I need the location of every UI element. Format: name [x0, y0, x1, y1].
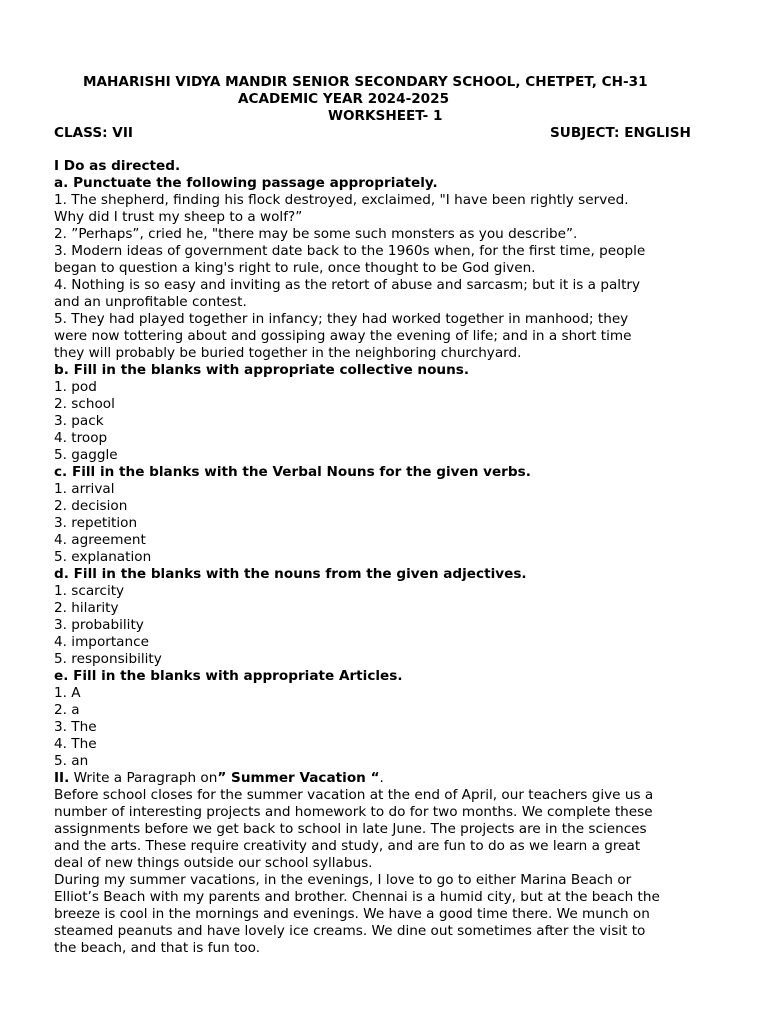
answer-item: 2. decision: [54, 498, 128, 514]
question-item-line: 4. Nothing is so easy and inviting as the retort of abuse and sarcasm; but it is a paltry: [54, 277, 641, 293]
question-item: [54, 277, 744, 311]
question-item-line: Why did I trust my sheep to a wolf?”: [54, 209, 303, 225]
question-item-line: were now tottering about and gossiping away the evening of life; and in a short time: [54, 328, 632, 344]
paragraph-line: the beach, and that is fun too.: [54, 940, 261, 956]
question-item-line: 1. The shepherd, finding his flock destroyed, exclaimed, "I have been rightly served.: [54, 192, 629, 208]
answer-item: 2. school: [54, 396, 115, 412]
question-item: [54, 243, 744, 277]
section-2-paragraphs: [54, 787, 744, 957]
paragraph-line: Before school closes for the summer vacation at the end of April, our teachers give us a: [54, 787, 654, 803]
answer-item: 4. The: [54, 736, 97, 752]
answer-item: 3. repetition: [54, 515, 138, 531]
answer-item: 5. responsibility: [54, 651, 162, 667]
answer-item: 3. The: [54, 719, 97, 735]
question-item: [54, 226, 744, 243]
question-item-line: began to question a king's right to rule, once thought to be God given.: [54, 260, 536, 276]
section-e-heading: e. Fill in the blanks with appropriate Articles.: [54, 668, 403, 684]
section-a-heading: a. Punctuate the following passage appropriately.: [54, 175, 438, 191]
section-2-prompt: Write a Paragraph on: [69, 770, 218, 786]
answer-item: 1. arrival: [54, 481, 115, 497]
answer-item: 3. pack: [54, 413, 104, 429]
paragraph-line: breeze is cool in the mornings and evenings. We have a good time there. We munch on: [54, 906, 650, 922]
answer-item: 4. agreement: [54, 532, 146, 548]
school-name: MAHARISHI VIDYA MANDIR SENIOR SECONDARY SCHOOL, CHETPET, CH-31: [83, 74, 648, 90]
question-item-line: 5. They had played together in infancy; they had worked together in manhood; they: [54, 311, 629, 327]
answer-item: 1. scarcity: [54, 583, 125, 599]
answer-item: 4. troop: [54, 430, 108, 446]
section-2-topic: ” Summer Vacation “: [217, 770, 380, 786]
paragraph-line: steamed peanuts and have lovely ice creams. We dine out sometimes after the visit to: [54, 923, 646, 939]
paragraph-line: During my summer vacations, in the evenings, I love to go to either Marina Beach or: [54, 872, 632, 888]
section-d-heading: d. Fill in the blanks with the nouns from the given adjectives.: [54, 566, 527, 582]
class-label: CLASS: VII: [54, 125, 133, 141]
question-item: [54, 192, 744, 226]
section-2-label: II.: [54, 770, 70, 786]
academic-year: ACADEMIC YEAR 2024-2025: [238, 91, 450, 107]
paragraph: [54, 787, 744, 872]
worksheet-body: [54, 158, 744, 957]
answer-item: 5. an: [54, 753, 89, 769]
section-2-end: .: [379, 770, 384, 786]
paragraph-line: number of interesting projects and homework to do for two months. We complete these: [54, 804, 653, 820]
paragraph-line: deal of new things outside our school syllabus.: [54, 855, 373, 871]
answer-item: 1. pod: [54, 379, 97, 395]
paragraph: [54, 872, 744, 957]
answer-item: 5. gaggle: [54, 447, 118, 463]
answer-item: 4. importance: [54, 634, 149, 650]
section-d-items: [54, 583, 744, 668]
section-title: I Do as directed.: [54, 158, 181, 174]
paragraph-line: Elliot’s Beach with my parents and brother. Chennai is a humid city, but at the beach the: [54, 889, 660, 905]
answer-item: 3. probability: [54, 617, 144, 633]
question-item-line: 2. ”Perhaps”, cried he, "there may be some such monsters as you describe”.: [54, 226, 578, 242]
paragraph-line: assignments before we get back to school in late June. The projects are in the sciences: [54, 821, 647, 837]
answer-item: 1. A: [54, 685, 81, 701]
section-2-heading: [54, 770, 744, 787]
answer-item: 2. hilarity: [54, 600, 119, 616]
question-item-line: they will probably be buried together in the neighboring churchyard.: [54, 345, 522, 361]
answer-item: 5. explanation: [54, 549, 152, 565]
question-item: [54, 311, 744, 362]
section-c-heading: c. Fill in the blanks with the Verbal Nouns for the given verbs.: [54, 464, 531, 480]
question-item-line: 3. Modern ideas of government date back to the 1960s when, for the first time, people: [54, 243, 646, 259]
section-b-heading: b. Fill in the blanks with appropriate collective nouns.: [54, 362, 470, 378]
answer-item: 2. a: [54, 702, 80, 718]
worksheet-title: WORKSHEET- 1: [328, 108, 443, 124]
paragraph-line: and the arts. These require creativity and study, and are fun to do as we learn a great: [54, 838, 641, 854]
question-item-line: and an unprofitable contest.: [54, 294, 247, 310]
section-b-items: [54, 379, 744, 464]
section-c-items: [54, 481, 744, 566]
subject-label: SUBJECT: ENGLISH: [550, 125, 691, 141]
section-a-items: [54, 192, 744, 362]
section-e-items: [54, 685, 744, 770]
